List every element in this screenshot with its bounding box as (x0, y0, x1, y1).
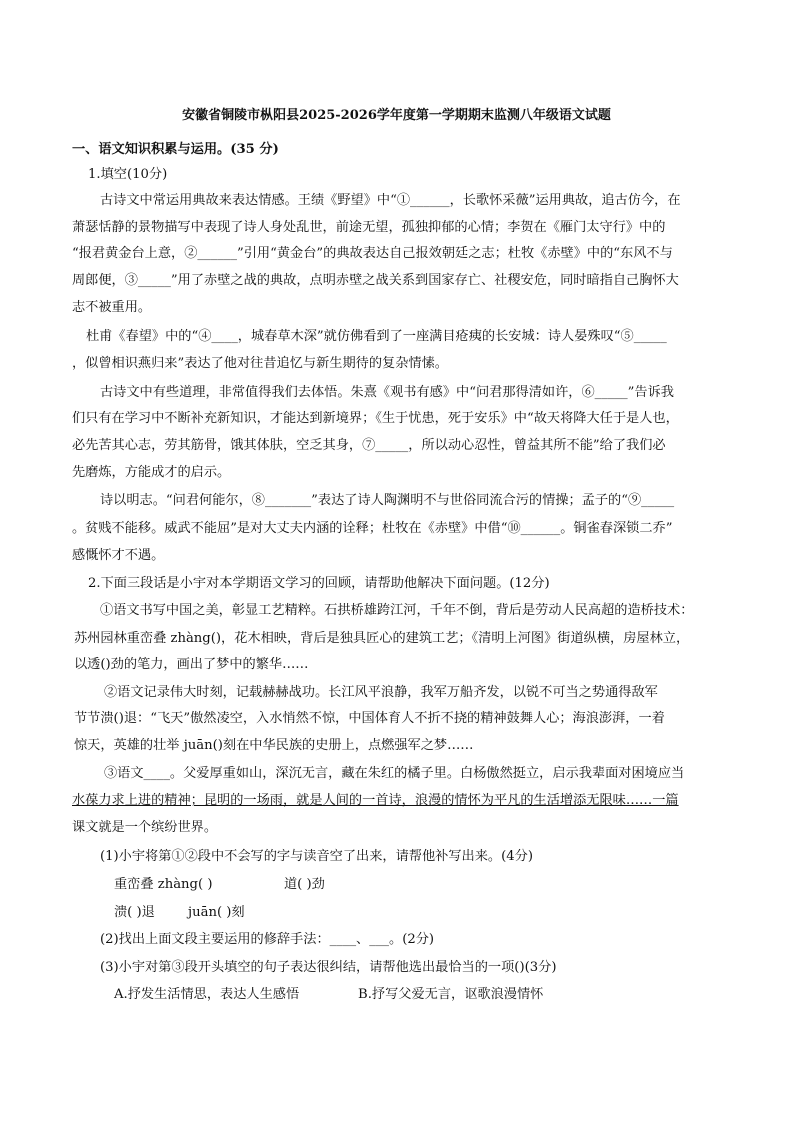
q1-line: 古诗文中有些道理，非常值得我们去体悟。朱熹《观书有感》中“问君那得清如许，⑥_____”告诉我 (100, 385, 674, 400)
q1-line: 感慨怀才不遇。 (72, 548, 165, 563)
q2-sub3: (3)小宇对第③段开头填空的句子表达很纠结，请帮他选出最恰当的一项()(3分) (100, 960, 557, 975)
q2-paragraph2-line: ②语文记录伟大时刻，记载赫赫战功。长江风平浪静，我军万船齐发，以锐不可当之势通得敌军 (104, 685, 658, 700)
q2-paragraph3-line: 课文就是一个缤纷世界。 (72, 820, 218, 835)
fill-blank: 道( )劲 (284, 877, 325, 892)
q1-line: 杜甫《春望》中的“④____，城春草木深”就仿佛看到了一座满目疮痍的长安城：诗人晏殊叹“⑤_____ (86, 329, 667, 344)
q1-line: 诗以明志。“问君何能尔，⑧_______”表达了诗人陶渊明不与世俗同流合污的情操；孟子的“⑨_____ (100, 493, 675, 508)
q1-line: 们只有在学习中不断补充新知识，才能达到新境界；《生于忧患，死于安乐》中“故天将降大任于是人也， (72, 411, 679, 426)
section-heading: 一、语文知识积累与运用。(35 分) (72, 142, 279, 157)
q2-paragraph1-line: 苏州园林重峦叠 zhàng()，花木相映，背后是独具匠心的建筑工艺；《清明上河图》街道纵横，房屋林立， (74, 631, 690, 646)
fill-blank: juān( )刻 (188, 905, 245, 920)
q1-line: 。贫贱不能移。威武不能屈”是对大丈夫内涵的诠释；杜牧在《赤壁》中借“⑩______。铜雀春深锁二乔” (72, 521, 673, 536)
option-b: B.抒写父爱无言，讴歌浪漫情怀 (358, 987, 544, 1002)
exam-title: 安徽省铜陵市枞阳县2025-2026学年度第一学期期末监测八年级语文试题 (182, 108, 611, 123)
fill-blank: 重峦叠 zhàng( ) (114, 877, 213, 892)
q2-sub1: (1)小宇将第①②段中不会写的字与读音空了出来，请帮他补写出来。(4分) (100, 849, 533, 864)
q2-sub2: (2)找出上面文段主要运用的修辞手法：____、___。(2分) (100, 932, 435, 947)
q2-paragraph1-line: ①语文书写中国之美，彰显工艺精粹。石拱桥雄跨江河，千年不倒，背后是劳动人民高超的造桥技术： (100, 603, 694, 618)
q2-paragraph3-line: ③语文____。父爱厚重如山，深沉无言，藏在朱红的橘子里。白杨傲然挺立，启示我辈面对困境应当 (104, 766, 685, 781)
q2-paragraph2-line: 节节溃()退：“飞天”傲然凌空，入水悄然不惊，中国体育人不折不挠的精神鼓舞人心；海浪澎湃，一着 (74, 711, 665, 726)
fill-blank: 溃( )退 (114, 905, 155, 920)
q2-paragraph1-line: 以透()劲的笔力，画出了梦中的繁华…… (74, 657, 309, 672)
q1-line: 周郎便，③_____”用了赤壁之战的典故，点明赤壁之战关系到国家存亡、社稷安危，同时暗指自己胸怀大 (72, 273, 679, 288)
option-a: A.抒发生活情思，表达人生感悟 (114, 987, 300, 1002)
q1-heading: 1.填空(10分) (88, 167, 168, 182)
q2-paragraph2-line: 惊天，英雄的壮举 juān()刻在中华民族的史册上，点燃强军之梦…… (74, 738, 474, 753)
q1-line: 志不被重用。 (72, 300, 152, 315)
q1-line: “报君黄金台上意，②______”引用“黄金台”的典故表达自己报效朝廷之志；杜牧《赤壁》中的“东风不与 (72, 246, 673, 261)
q2-heading: 2.下面三段话是小宇对本学期语文学习的回顾，请帮助他解决下面问题。(12分) (88, 576, 550, 591)
q1-line: 萧瑟恬静的景物描写中表现了诗人身处乱世，前途无望，孤独抑郁的心情；李贺在《雁门太守行》中的 (72, 220, 666, 235)
q1-line: ，似曾相识燕归来”表达了他对往昔追忆与新生期待的复杂情愫。 (72, 356, 448, 371)
q1-line: 古诗文中常运用典故来表达情感。王绩《野望》中“①______，长歌怀采薇”运用典故，追古仿今，在 (100, 193, 681, 208)
q2-paragraph3-line: 水葆力求上进的精神；昆明的一场雨，就是人间的一首诗，浪漫的情怀为平凡的生活增添无限味……一篇 (72, 793, 679, 808)
q1-line: 先磨炼，方能成才的启示。 (72, 465, 231, 480)
q1-line: 必先苦其心志，劳其筋骨，饿其体肤，空乏其身，⑦_____，所以动心忍性，曾益其所不能”给了我们必 (72, 438, 666, 453)
